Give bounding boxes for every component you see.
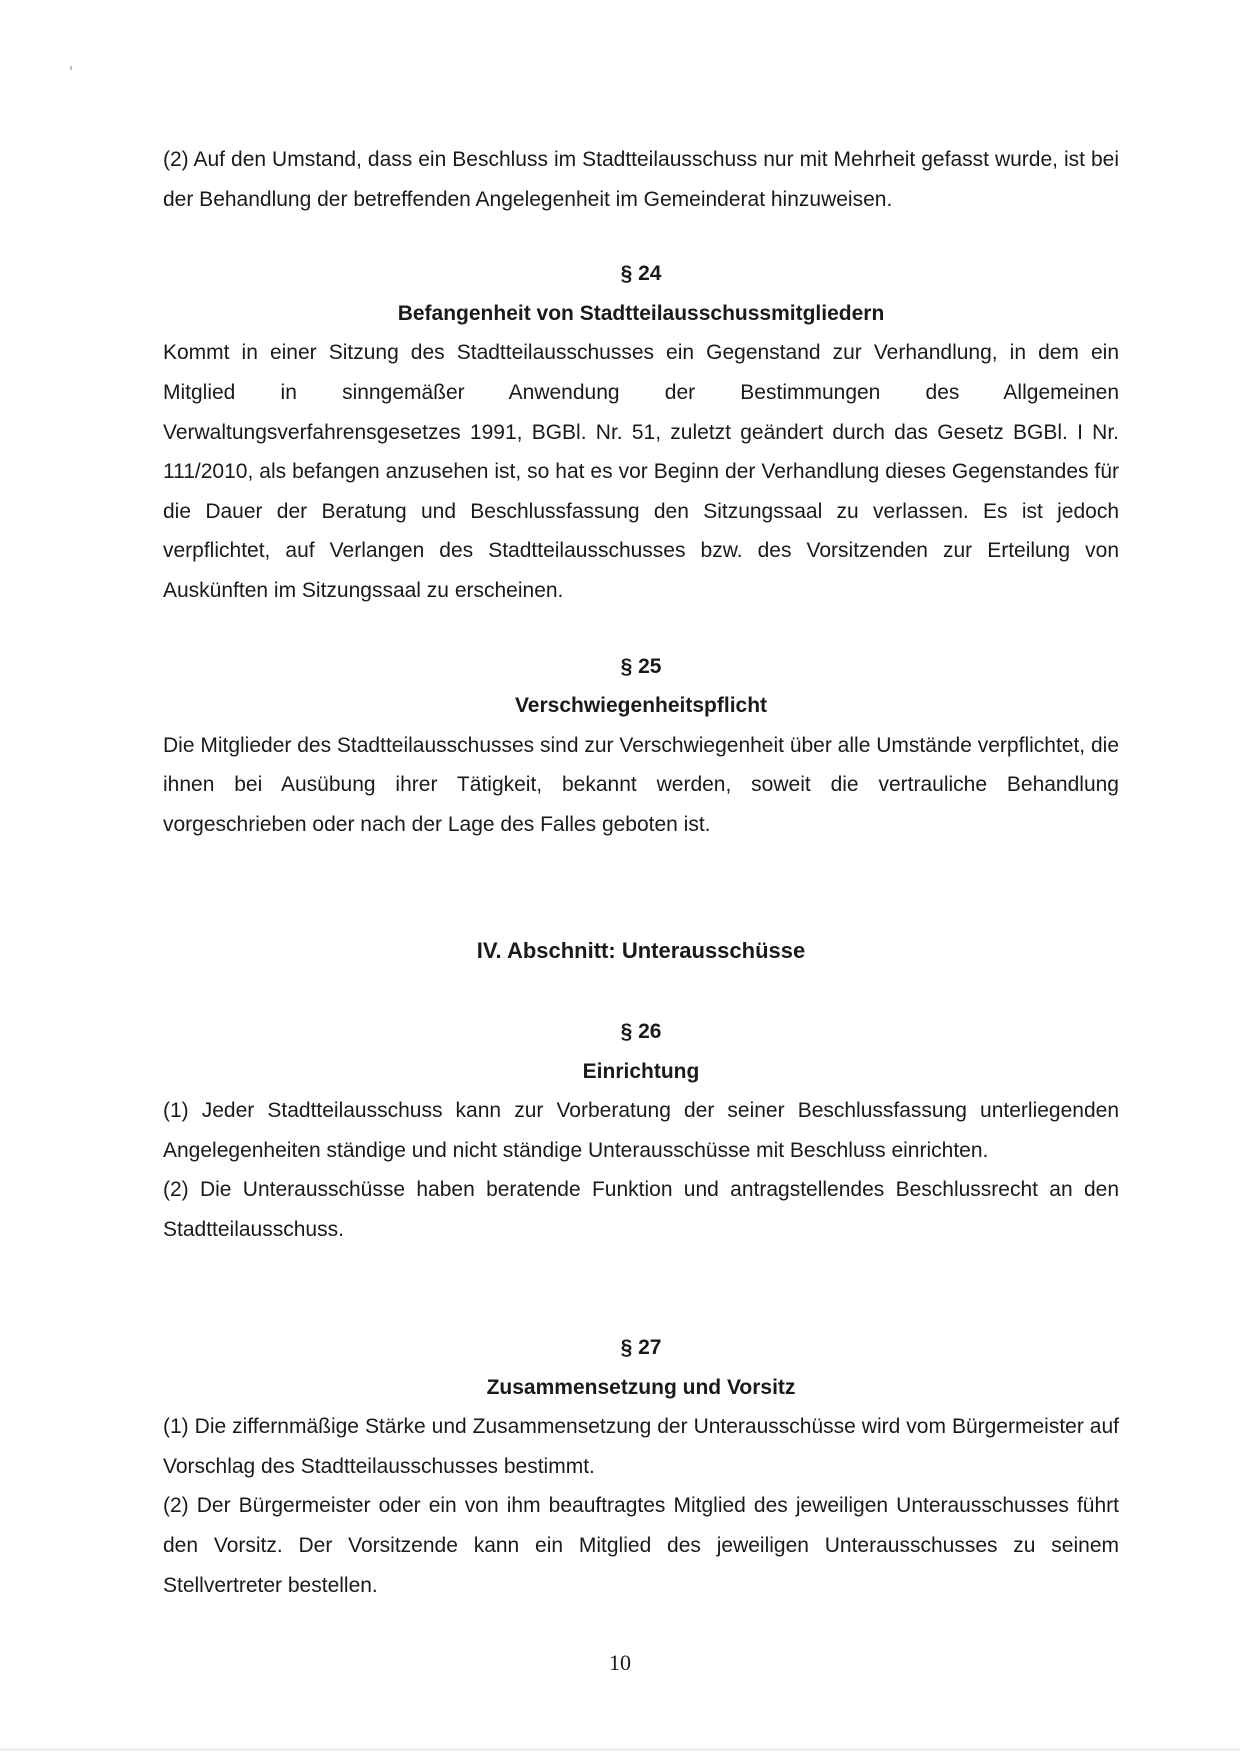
section-27-paragraph-1: (1) Die ziffernmäßige Stärke und Zusammensetzung der Unterausschüsse wird vom Bürgermeister auf Vorschlag des Stadtteilausschusses bestimmt. [163, 1415, 1119, 1478]
section-25-title: Verschwiegenheitspflicht [514, 694, 768, 718]
section-24-text: Kommt in einer Sitzung des Stadtteilausschusses ein Gegenstand zur Verhandlung, in dem ein Mitglied in sinngemäßer Anwendung der Bestimmungen des Allgemeinen Verwaltungsverfahrensgesetzes 1991, BGBl. Nr. 51, zuletzt geändert durch das Gesetz BGBl. I Nr. 111/2010, als befangen anzusehen ist, so hat es vor Beginn der Verhandlung dieses Gegenstandes für die Dauer der Beratung und Beschlussfassung den Sitzungssaal zu verlassen. Es ist jedoch verpflichtet, auf Verlangen des Stadtteilausschusses bzw. des Vorsitzenden zur Erteilung von Auskünften im Sitzungssaal zu erscheinen. [163, 341, 1119, 602]
upper-content [163, 140, 1119, 845]
section-24-title: Befangenheit von Stadtteilausschussmitgliedern [397, 301, 885, 325]
scan-bottom-edge [0, 1748, 1240, 1751]
section-25 [163, 647, 1119, 845]
section-27-title: Zusammensetzung und Vorsitz [486, 1375, 796, 1399]
section-27-paragraph-2: (2) Der Bürgermeister oder ein von ihm beauftragtes Mitglied des jeweiligen Unterausschusses führt den Vorsitz. Der Vorsitzende kann ein Mitglied des jeweiligen Unterausschusses zu seinem Stellvertreter bestellen. [163, 1494, 1119, 1597]
section-24-number: § 24 [620, 262, 662, 286]
section-24 [163, 254, 1119, 610]
section-26 [163, 1012, 1119, 1250]
section-26-title: Einrichtung [582, 1059, 700, 1083]
section-26-paragraph-1: (1) Jeder Stadtteilausschuss kann zur Vorberatung der seiner Beschlussfassung unterliegenden Angelegenheiten ständige und nicht ständige Unterausschüsse mit Beschluss einrichten. [163, 1099, 1119, 1162]
section-26-number: § 26 [620, 1020, 662, 1043]
page-number: 10 [609, 1650, 631, 1675]
section-27-number: § 27 [620, 1336, 662, 1359]
paragraph-2-continuation: (2) Auf den Umstand, dass ein Beschluss im Stadtteilausschuss nur mit Mehrheit gefasst wurde, ist bei der Behandlung der betreffenden Angelegenheit im Gemeinderat hinzuweisen. [163, 148, 1119, 211]
scan-speck [70, 66, 72, 70]
section-26-paragraph-2: (2) Die Unterausschüsse haben beratende Funktion und antragstellendes Beschlussrecht an den Stadtteilausschuss. [163, 1178, 1119, 1241]
section-iv-heading: IV. Abschnitt: Unterausschüsse [476, 938, 806, 963]
section-25-text: Die Mitglieder des Stadtteilausschusses sind zur Verschwiegenheit über alle Umstände verpflichtet, die ihnen bei Ausübung ihrer Tätigkeit, bekannt werden, soweit die vertrauliche Behandlung vorgeschrieben oder nach der Lage des Falles geboten ist. [163, 733, 1119, 836]
section-27 [163, 1328, 1119, 1605]
section-25-number: § 25 [620, 654, 662, 678]
